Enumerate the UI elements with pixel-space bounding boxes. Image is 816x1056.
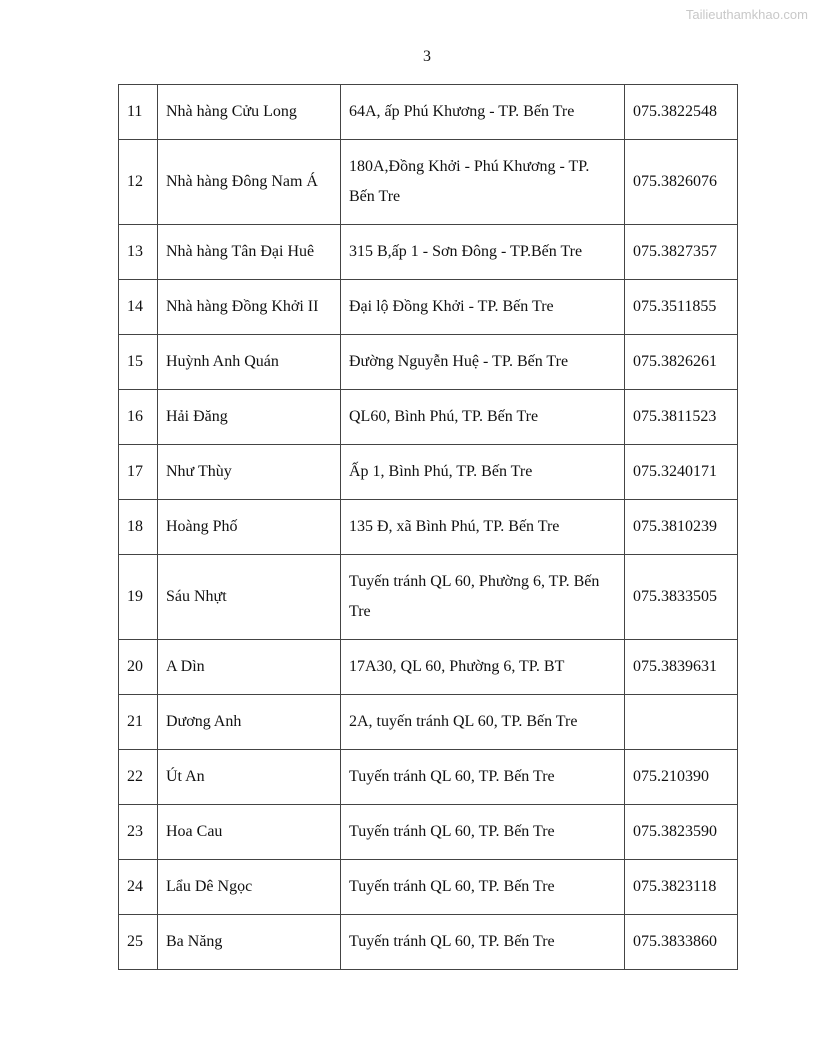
address: Tuyến tránh QL 60, TP. Bến Tre — [341, 860, 625, 915]
row-number: 12 — [119, 140, 158, 225]
phone-number: 075.3826261 — [625, 335, 738, 390]
row-number: 15 — [119, 335, 158, 390]
restaurant-name: A Dìn — [158, 640, 341, 695]
row-number: 11 — [119, 85, 158, 140]
address: 17A30, QL 60, Phường 6, TP. BT — [341, 640, 625, 695]
row-number: 13 — [119, 225, 158, 280]
watermark: Tailieuthamkhao.com — [685, 7, 808, 22]
phone-number: 075.3822548 — [625, 85, 738, 140]
row-number: 24 — [119, 860, 158, 915]
address: Tuyến tránh QL 60, Phường 6, TP. Bến Tre — [341, 555, 625, 640]
table-row — [119, 390, 738, 445]
address: 64A, ấp Phú Khương - TP. Bến Tre — [341, 85, 625, 140]
restaurant-name: Nhà hàng Cửu Long — [158, 85, 341, 140]
row-number: 19 — [119, 555, 158, 640]
restaurant-name: Dương Anh — [158, 695, 341, 750]
row-number: 21 — [119, 695, 158, 750]
phone-number: 075.3811523 — [625, 390, 738, 445]
table-row — [119, 445, 738, 500]
restaurant-name: Nhà hàng Đông Nam Á — [158, 140, 341, 225]
table-row — [119, 280, 738, 335]
phone-number: 075.3839631 — [625, 640, 738, 695]
table-row — [119, 500, 738, 555]
phone-number — [625, 695, 738, 750]
table-row — [119, 225, 738, 280]
address: 180A,Đồng Khởi - Phú Khương - TP. Bến Tre — [341, 140, 625, 225]
address: 135 Đ, xã Bình Phú, TP. Bến Tre — [341, 500, 625, 555]
table-row — [119, 555, 738, 640]
row-number: 16 — [119, 390, 158, 445]
table-row — [119, 805, 738, 860]
restaurant-name: Lẩu Dê Ngọc — [158, 860, 341, 915]
row-number: 18 — [119, 500, 158, 555]
address: Tuyến tránh QL 60, TP. Bến Tre — [341, 750, 625, 805]
restaurant-name: Ba Năng — [158, 915, 341, 970]
restaurant-name: Hoa Cau — [158, 805, 341, 860]
address: Đường Nguyễn Huệ - TP. Bến Tre — [341, 335, 625, 390]
phone-number: 075.3823118 — [625, 860, 738, 915]
phone-number: 075.3833505 — [625, 555, 738, 640]
restaurant-name: Sáu Nhựt — [158, 555, 341, 640]
address: Tuyến tránh QL 60, TP. Bến Tre — [341, 915, 625, 970]
phone-number: 075.3240171 — [625, 445, 738, 500]
restaurant-name: Hoàng Phố — [158, 500, 341, 555]
row-number: 22 — [119, 750, 158, 805]
phone-number: 075.3511855 — [625, 280, 738, 335]
restaurant-name: Nhà hàng Tân Đại Huê — [158, 225, 341, 280]
address: 315 B,ấp 1 - Sơn Đông - TP.Bến Tre — [341, 225, 625, 280]
table-row — [119, 85, 738, 140]
phone-number: 075.3827357 — [625, 225, 738, 280]
table-row — [119, 335, 738, 390]
phone-number: 075.3833860 — [625, 915, 738, 970]
restaurant-table — [118, 84, 738, 970]
row-number: 14 — [119, 280, 158, 335]
restaurant-name: Hải Đăng — [158, 390, 341, 445]
restaurant-name: Út An — [158, 750, 341, 805]
phone-number: 075.3823590 — [625, 805, 738, 860]
table-row — [119, 750, 738, 805]
page-number: 3 — [423, 48, 431, 65]
table-row — [119, 860, 738, 915]
table-row — [119, 640, 738, 695]
restaurant-name: Huỳnh Anh Quán — [158, 335, 341, 390]
row-number: 23 — [119, 805, 158, 860]
row-number: 17 — [119, 445, 158, 500]
address: Tuyến tránh QL 60, TP. Bến Tre — [341, 805, 625, 860]
address: QL60, Bình Phú, TP. Bến Tre — [341, 390, 625, 445]
restaurant-name: Nhà hàng Đồng Khởi II — [158, 280, 341, 335]
table-row — [119, 695, 738, 750]
address: 2A, tuyến tránh QL 60, TP. Bến Tre — [341, 695, 625, 750]
address: Đại lộ Đồng Khởi - TP. Bến Tre — [341, 280, 625, 335]
table-row — [119, 140, 738, 225]
restaurant-name: Như Thùy — [158, 445, 341, 500]
row-number: 20 — [119, 640, 158, 695]
phone-number: 075.210390 — [625, 750, 738, 805]
row-number: 25 — [119, 915, 158, 970]
phone-number: 075.3826076 — [625, 140, 738, 225]
address: Ấp 1, Bình Phú, TP. Bến Tre — [341, 445, 625, 500]
table-row — [119, 915, 738, 970]
phone-number: 075.3810239 — [625, 500, 738, 555]
